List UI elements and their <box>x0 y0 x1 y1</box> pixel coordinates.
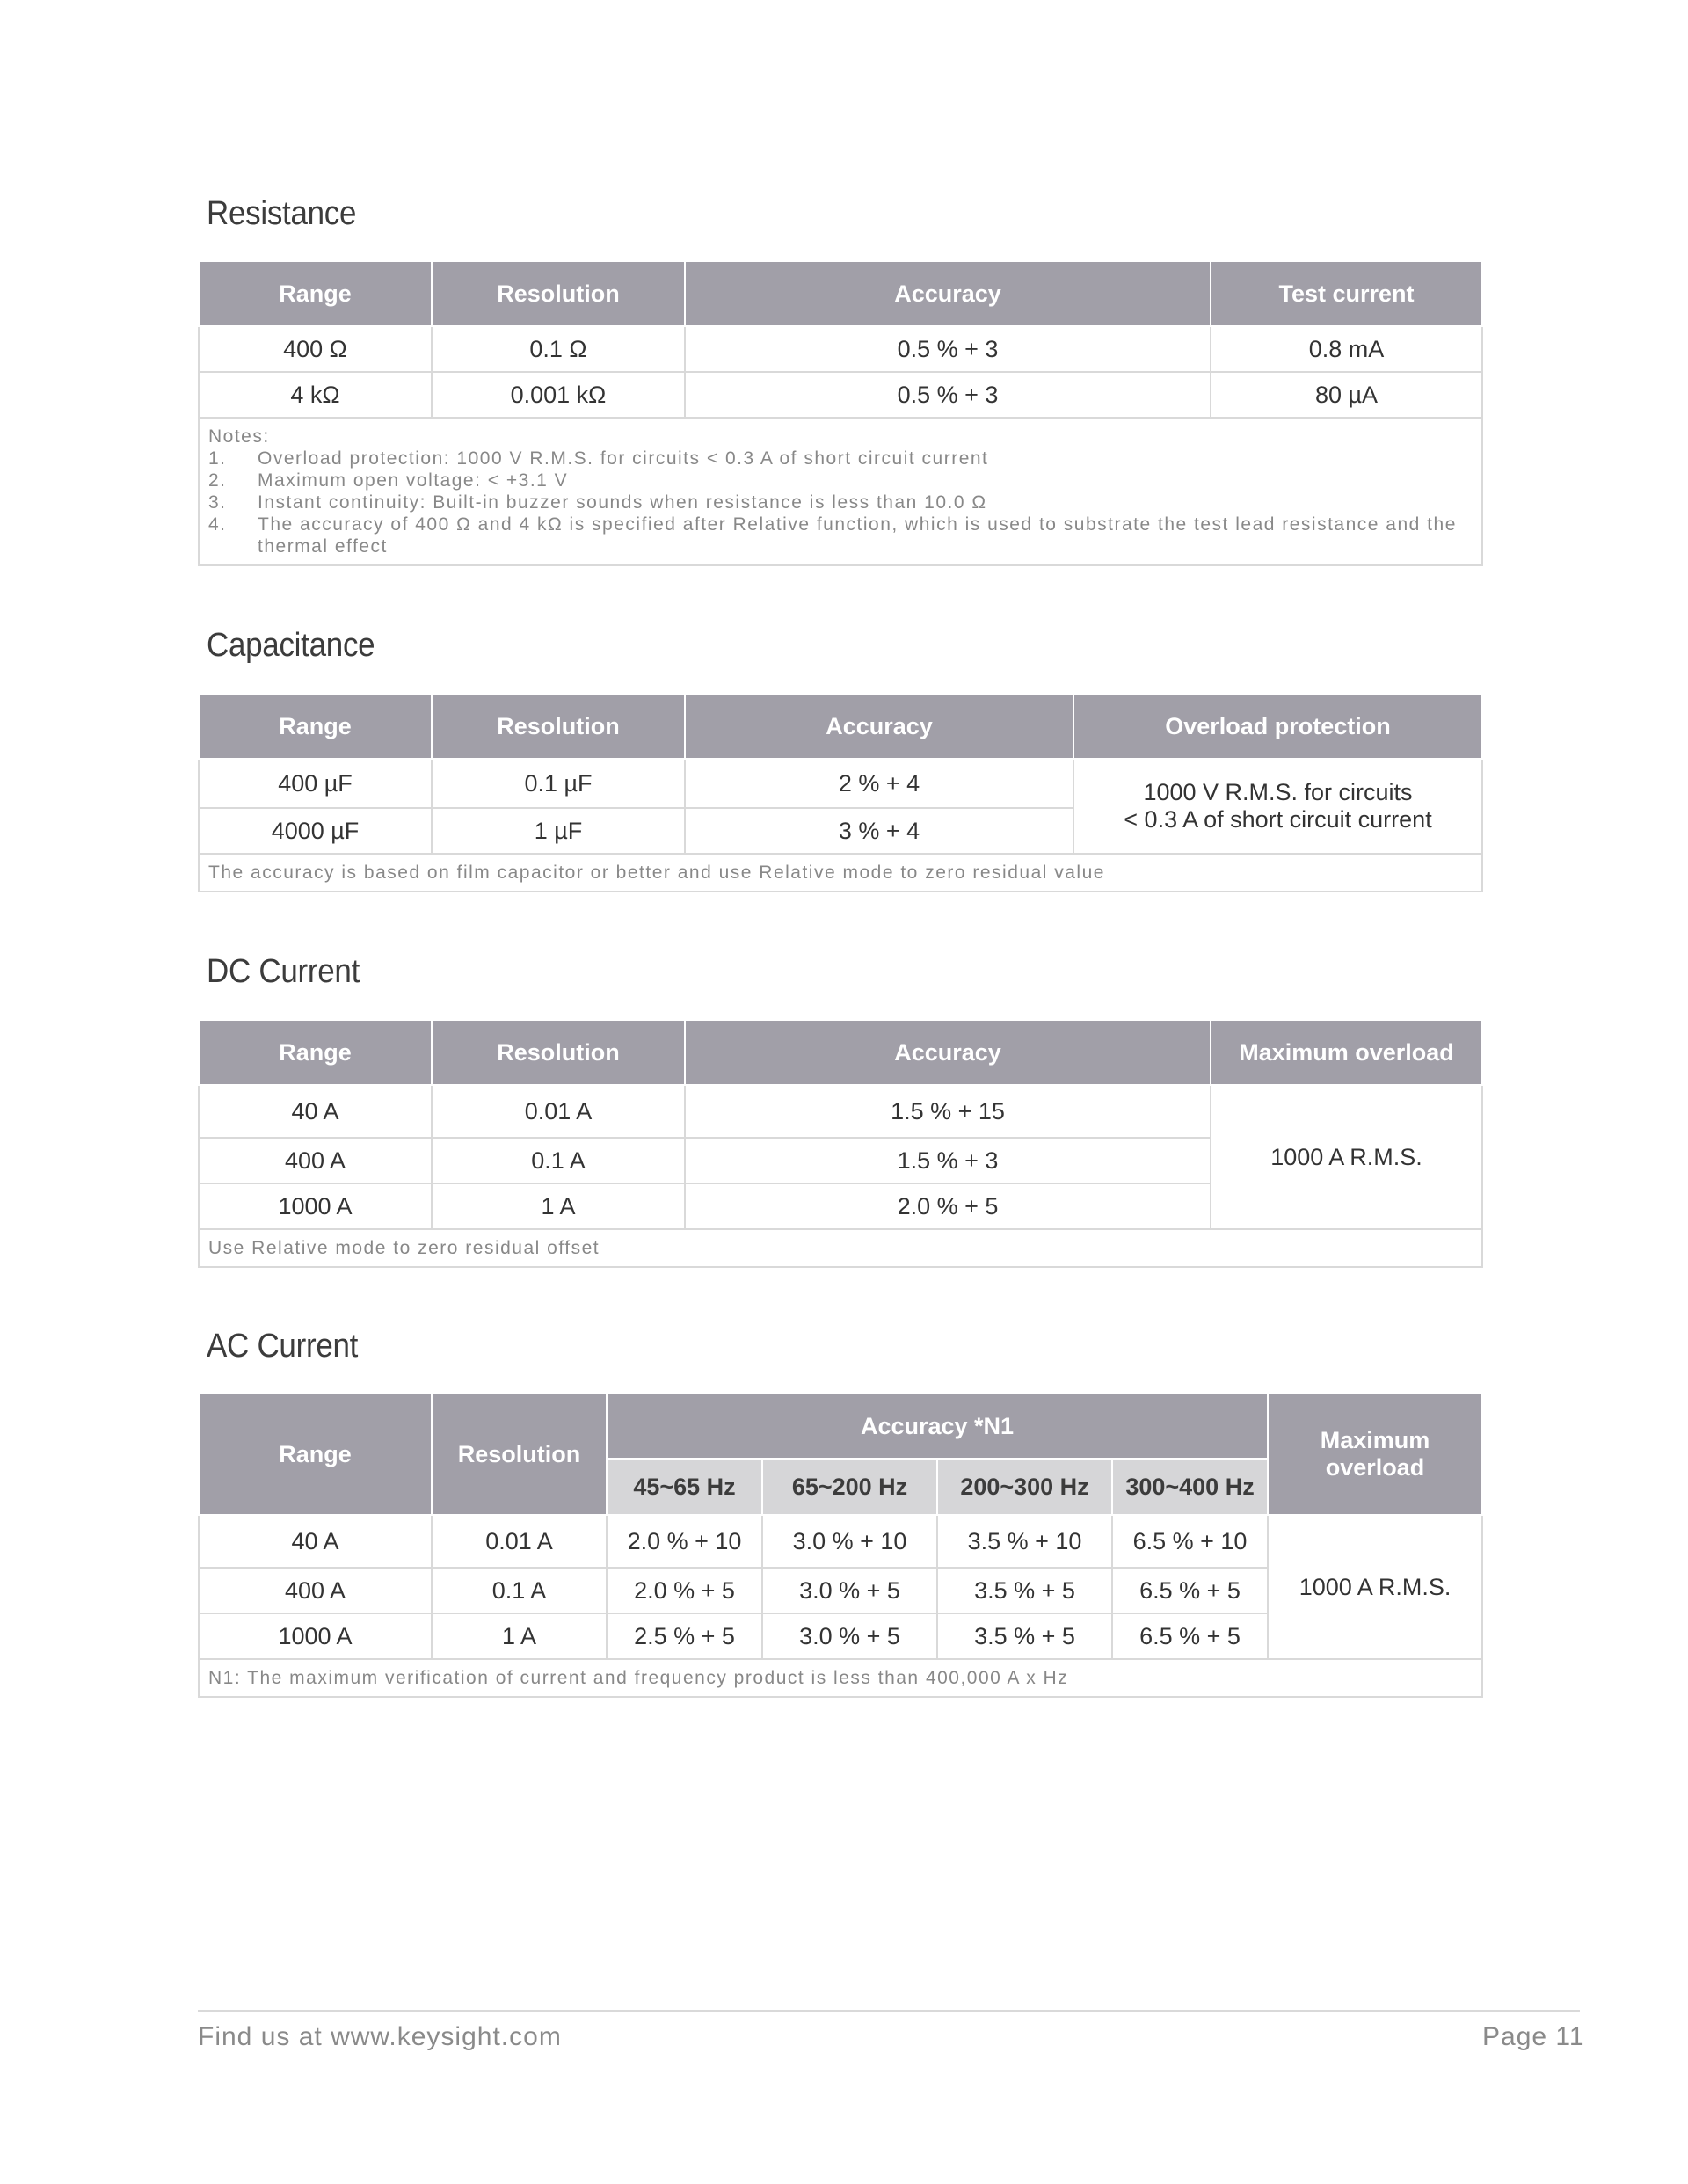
table-row <box>199 372 1482 418</box>
column-header-range: Range <box>199 694 432 759</box>
cell-accuracy: 3.0 % + 5 <box>762 1613 937 1659</box>
note-number: 2. <box>208 470 227 491</box>
column-header-freq-300-400: 300~400 Hz <box>1112 1459 1268 1515</box>
cell-accuracy: 1.5 % + 3 <box>685 1138 1211 1183</box>
cell-range: 40 A <box>199 1515 432 1568</box>
note-item <box>208 470 1473 491</box>
overload-line-2: < 0.3 A of short circuit current <box>1124 806 1432 833</box>
cell-resolution: 0.01 A <box>432 1085 685 1138</box>
notes-row <box>199 418 1482 565</box>
column-header-accuracy: Accuracy <box>685 261 1211 326</box>
cell-accuracy: 2.5 % + 5 <box>607 1613 762 1659</box>
overload-line-1: 1000 V R.M.S. for circuits <box>1143 779 1413 805</box>
cell-range: 1000 A <box>199 1183 432 1229</box>
note-text: The accuracy of 400 Ω and 4 kΩ is specified after Relative function, which is used to substrate the test lead resistance and the thermal effect <box>258 514 1457 557</box>
column-header-overload-protection: Overload protection <box>1073 694 1482 759</box>
note-item <box>208 448 1473 470</box>
table-header-row <box>199 694 1482 759</box>
note-text: Overload protection: 1000 V R.M.S. for circuits < 0.3 A of short circuit current <box>258 448 989 469</box>
column-header-resolution: Resolution <box>432 1394 607 1515</box>
column-header-accuracy: Accuracy <box>685 694 1073 759</box>
column-header-test-current: Test current <box>1211 261 1482 326</box>
footer-website-link[interactable]: Find us at www.keysight.com <box>198 2022 562 2051</box>
table-row <box>199 326 1482 372</box>
cell-accuracy: 2.0 % + 5 <box>607 1568 762 1613</box>
dc-current-title: DC Current <box>207 953 360 990</box>
footer-divider <box>198 2010 1580 2012</box>
resistance-title: Resistance <box>207 195 357 232</box>
cell-accuracy: 2 % + 4 <box>685 759 1073 808</box>
cell-accuracy: 2.0 % + 10 <box>607 1515 762 1568</box>
cell-resolution: 0.1 Ω <box>432 326 685 372</box>
table-header-row <box>199 261 1482 326</box>
page-number: Page 11 <box>1482 2022 1585 2051</box>
note-text: N1: The maximum verification of current and frequency product is less than 400,000 A x Hz <box>199 1659 1482 1697</box>
capacitance-table <box>198 693 1483 892</box>
cell-accuracy: 2.0 % + 5 <box>685 1183 1211 1229</box>
note-item <box>208 491 1473 513</box>
dc-current-table <box>198 1019 1483 1268</box>
cell-accuracy: 6.5 % + 5 <box>1112 1568 1268 1613</box>
cell-range: 400 A <box>199 1568 432 1613</box>
column-header-accuracy: Accuracy <box>685 1020 1211 1085</box>
cell-overload-protection <box>1073 759 1482 854</box>
column-header-resolution: Resolution <box>432 1020 685 1085</box>
table-row <box>199 1085 1482 1138</box>
notes-row <box>199 1229 1482 1267</box>
table-header-row <box>199 1394 1482 1459</box>
note-text: Instant continuity: Built-in buzzer sounds when resistance is less than 10.0 Ω <box>258 492 987 513</box>
column-header-maximum-overload: Maximum overload <box>1211 1020 1482 1085</box>
cell-resolution: 1 A <box>432 1183 685 1229</box>
column-header-range: Range <box>199 1020 432 1085</box>
ac-current-table <box>198 1393 1483 1698</box>
cell-range: 400 Ω <box>199 326 432 372</box>
notes-row <box>199 1659 1482 1697</box>
column-header-freq-65-200: 65~200 Hz <box>762 1459 937 1515</box>
note-number: 3. <box>208 492 227 513</box>
cell-resolution: 1 µF <box>432 808 685 854</box>
cell-accuracy: 3.5 % + 10 <box>937 1515 1112 1568</box>
cell-maximum-overload: 1000 A R.M.S. <box>1268 1515 1482 1659</box>
notes-cell <box>199 418 1482 565</box>
column-header-freq-200-300: 200~300 Hz <box>937 1459 1112 1515</box>
note-number: 1. <box>208 448 227 469</box>
column-header-maximum-overload: Maximum overload <box>1268 1394 1482 1515</box>
column-header-resolution: Resolution <box>432 694 685 759</box>
cell-range: 1000 A <box>199 1613 432 1659</box>
cell-range: 4000 µF <box>199 808 432 854</box>
cell-range: 400 µF <box>199 759 432 808</box>
cell-resolution: 0.1 A <box>432 1568 607 1613</box>
note-text: Use Relative mode to zero residual offset <box>199 1229 1482 1267</box>
table-row <box>199 759 1482 808</box>
note-text: The accuracy is based on film capacitor or better and use Relative mode to zero residual value <box>199 854 1482 892</box>
column-header-freq-45-65: 45~65 Hz <box>607 1459 762 1515</box>
cell-range: 40 A <box>199 1085 432 1138</box>
cell-range: 400 A <box>199 1138 432 1183</box>
notes-label: Notes: <box>208 426 270 447</box>
ac-current-title: AC Current <box>207 1328 359 1365</box>
column-header-resolution: Resolution <box>432 261 685 326</box>
cell-test-current: 80 µA <box>1211 372 1482 418</box>
cell-accuracy: 6.5 % + 10 <box>1112 1515 1268 1568</box>
cell-range: 4 kΩ <box>199 372 432 418</box>
cell-accuracy: 6.5 % + 5 <box>1112 1613 1268 1659</box>
table-row <box>199 1515 1482 1568</box>
cell-accuracy: 0.5 % + 3 <box>685 326 1211 372</box>
notes-row <box>199 854 1482 892</box>
note-number: 4. <box>208 514 227 535</box>
cell-maximum-overload: 1000 A R.M.S. <box>1211 1085 1482 1229</box>
cell-accuracy: 3.0 % + 5 <box>762 1568 937 1613</box>
cell-resolution: 0.001 kΩ <box>432 372 685 418</box>
cell-accuracy: 3.5 % + 5 <box>937 1613 1112 1659</box>
note-text: Maximum open voltage: < +3.1 V <box>258 470 569 491</box>
column-header-range: Range <box>199 1394 432 1515</box>
cell-accuracy: 0.5 % + 3 <box>685 372 1211 418</box>
cell-accuracy: 3.0 % + 10 <box>762 1515 937 1568</box>
note-item <box>208 513 1473 557</box>
notes-list <box>208 448 1473 557</box>
capacitance-title: Capacitance <box>207 627 375 664</box>
cell-resolution: 0.1 A <box>432 1138 685 1183</box>
table-header-row <box>199 1020 1482 1085</box>
cell-accuracy: 1.5 % + 15 <box>685 1085 1211 1138</box>
cell-test-current: 0.8 mA <box>1211 326 1482 372</box>
column-header-range: Range <box>199 261 432 326</box>
resistance-table <box>198 260 1483 566</box>
cell-resolution: 0.01 A <box>432 1515 607 1568</box>
cell-resolution: 1 A <box>432 1613 607 1659</box>
column-header-accuracy: Accuracy *N1 <box>607 1394 1268 1459</box>
cell-accuracy: 3 % + 4 <box>685 808 1073 854</box>
cell-resolution: 0.1 µF <box>432 759 685 808</box>
cell-accuracy: 3.5 % + 5 <box>937 1568 1112 1613</box>
